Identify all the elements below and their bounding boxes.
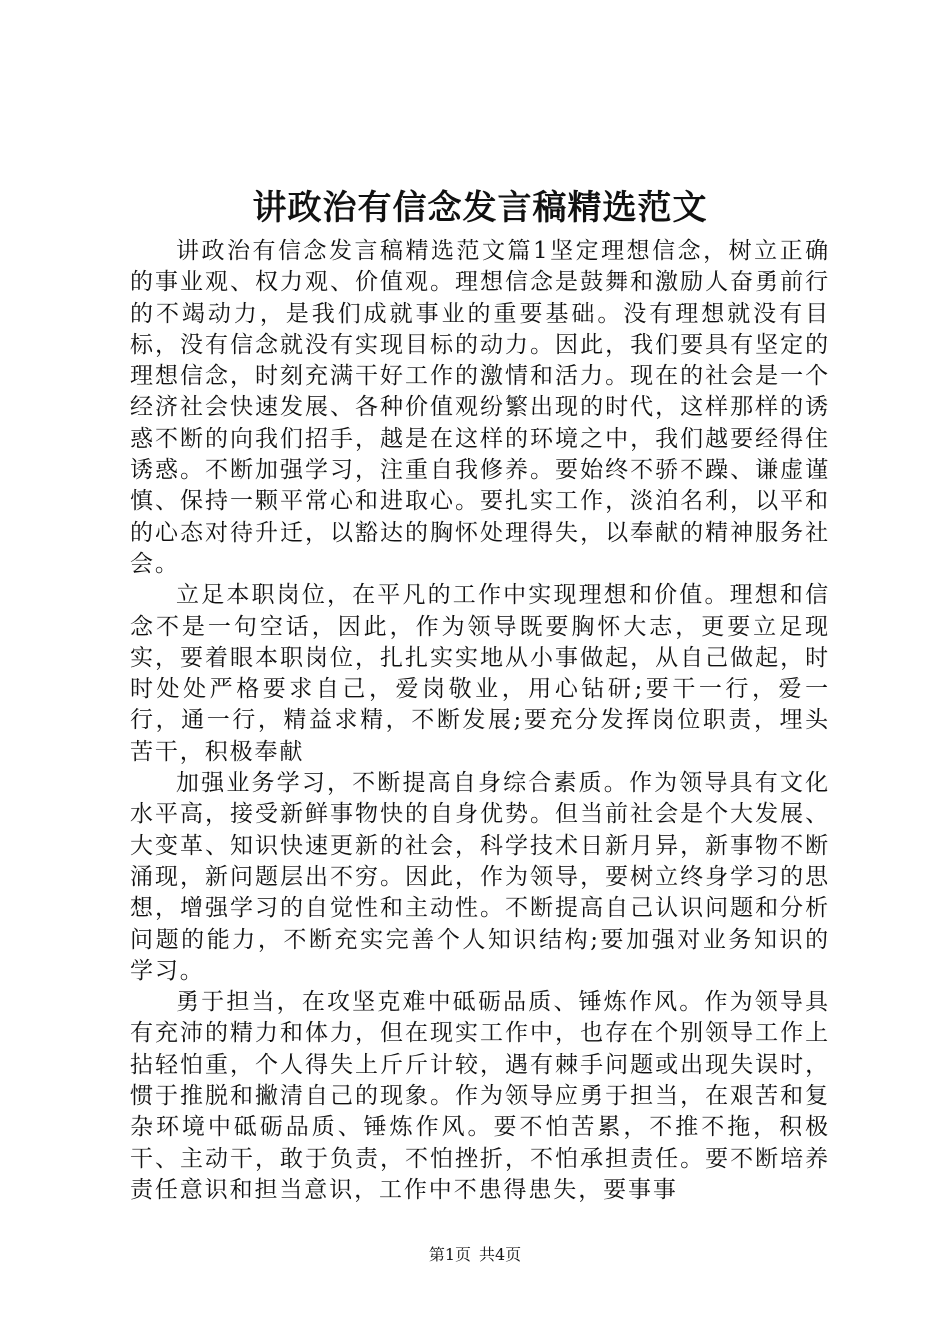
document-body (130, 236, 830, 1206)
page-total: 共4页 (479, 1245, 522, 1264)
body-paragraph: 勇于担当，在攻坚克难中砥砺品质、锤炼作风。作为领导具有充沛的精力和体力，但在现实工作中，也存在个别领导工作上拈轻怕重，个人得失上斤斤计较，遇有棘手问题或出现失误时，惯于推脱和撇清自己的现象。作为领导应勇于担当，在艰苦和复杂环境中砥砺品质、锤炼作风。要不怕苦累，不推不拖，积极干、主动干，敢于负责，不怕挫折，不怕承担责任。要不断培养责任意识和担当意识，工作中不患得患失，要事事 (130, 989, 830, 1203)
body-paragraph: 讲政治有信念发言稿精选范文篇1坚定理想信念，树立正确的事业观、权力观、价值观。理想信念是鼓舞和激励人奋勇前行的不竭动力，是我们成就事业的重要基础。没有理想就没有目标，没有信念就没有实现目标的动力。因此，我们要具有坚定的理想信念，时刻充满干好工作的激情和活力。现在的社会是一个经济社会快速发展、各种价值观纷繁出现的时代，这样那样的诱惑不断的向我们招手，越是在这样的环境之中，我们越要经得住诱惑。不断加强学习，注重自我修养。要始终不骄不躁、谦虚谨慎、保持一颗平常心和进取心。要扎实工作，淡泊名利，以平和的心态对待升迁，以豁达的胸怀处理得失，以奉献的精神服务社会。 (130, 238, 830, 577)
page-footer (0, 1244, 950, 1266)
body-paragraph: 立足本职岗位，在平凡的工作中实现理想和价值。理想和信念不是一句空话，因此，作为领导既要胸怀大志，更要立足现实，要着眼本职岗位，扎扎实实地从小事做起，从自己做起，时时处处严格要求自己，爱岗敬业，用心钻研;要干一行，爱一行，通一行，精益求精，不断发展;要充分发挥岗位职责，埋头苦干，积极奉献 (130, 582, 830, 765)
page-number: 第1页 (428, 1245, 471, 1264)
body-paragraph: 加强业务学习，不断提高自身综合素质。作为领导具有文化水平高，接受新鲜事物快的自身优势。但当前社会是个大发展、大变革、知识快速更新的社会，科学技术日新月异，新事物不断涌现，新问题层出不穷。因此，作为领导，要树立终身学习的思想，增强学习的自觉性和主动性。不断提高自己认识问题和分析问题的能力，不断充实完善个人知识结构;要加强对业务知识的学习。 (130, 770, 830, 984)
document-title: 讲政治有信念发言稿精选范文 (252, 188, 708, 228)
